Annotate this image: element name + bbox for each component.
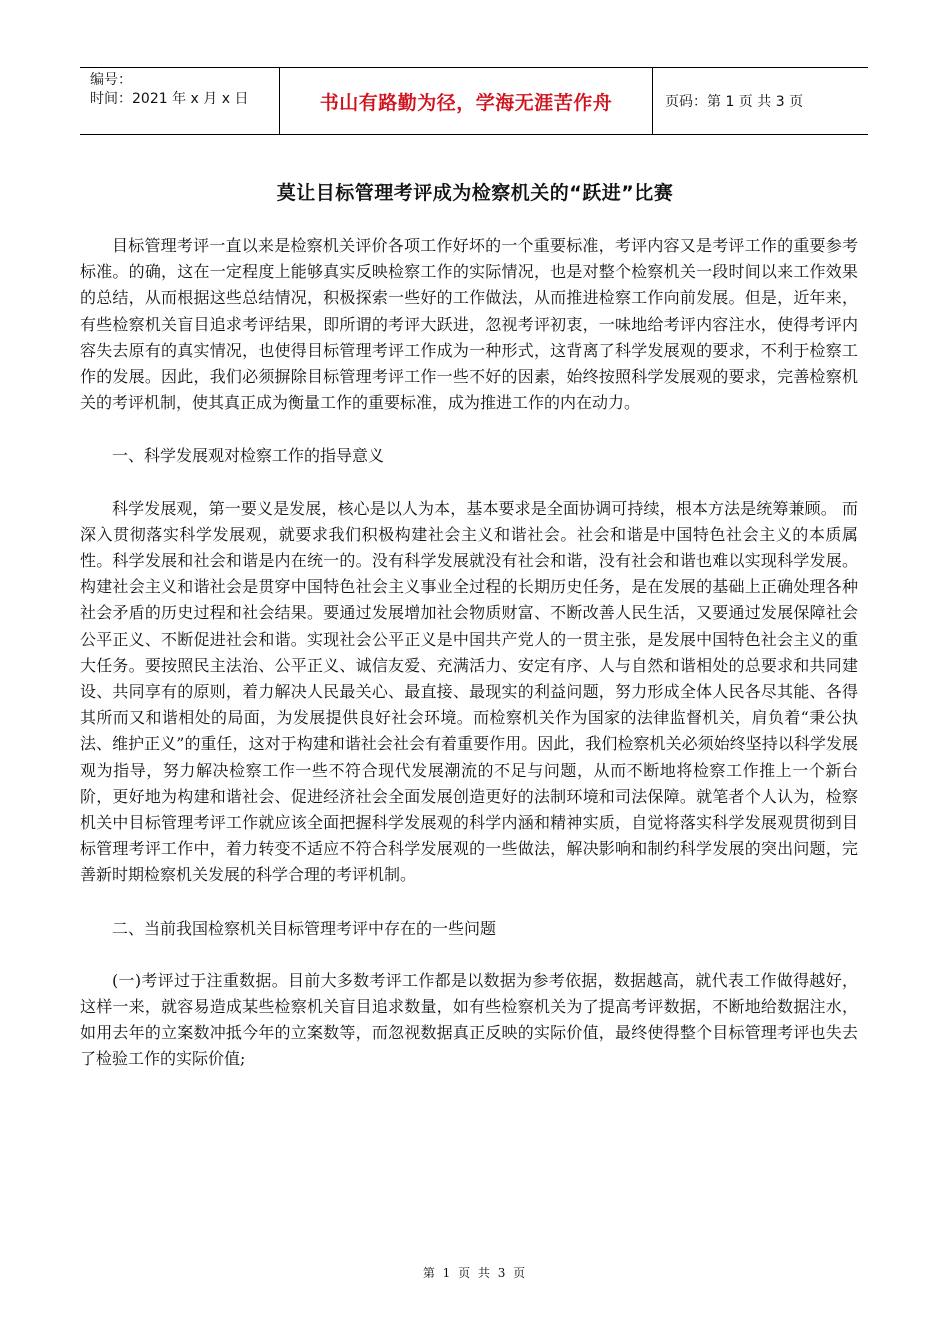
motto-text: 书山有路勤为径，学海无涯苦作舟 <box>319 91 613 114</box>
section-heading-1: 一、科学发展观对检察工作的指导意义 <box>112 446 385 466</box>
document-title: 莫让目标管理考评成为检察机关的“跃进”比赛 <box>276 182 674 204</box>
header-page-cell <box>653 68 868 134</box>
section-heading-2: 二、当前我国检察机关目标管理考评中存在的一些问题 <box>112 918 497 938</box>
paragraph-intro: 目标管理考评一直以来是检察机关评价各项工作好坏的一个重要标准，考评内容又是考评工作的重要参考标准。的确，这在一定程度上能够真实反映检察工作的实际情况，也是对整个检察机关一段时间以来工作效果的总结，从而根据这些总结情况，积极探索一些好的工作做法，从而推进检察工作向前发展。但是，近年来，有些检察机关盲目追求考评结果，即所谓的考评大跃进，忽视考评初衷，一味地给考评内容注水，使得考评内容失去原有的真实情况，也使得目标管理考评工作成为一种形式，这背离了科学发展观的要求，不利于检察工作的发展。因此，我们必须摒除目标管理考评工作一些不好的因素，始终按照科学发展观的要求，完善检察机关的考评机制，使其真正成为衡量工作的重要标准，成为推进工作的内在动力。 <box>80 236 858 413</box>
header-motto-cell <box>280 68 653 134</box>
document-body <box>80 233 858 1100</box>
page-info: 页码：第 1 页 共 3 页 <box>665 94 804 110</box>
paragraph-section-2-item-1: (一)考评过于注重数据。目前大多数考评工作都是以数据为参考依据，数据越高，就代表工作做得越好，这样一来，就容易造成某些检察机关盲目追求数量，如有些检察机关为了提高考评数据，不断地给数据注水，如用去年的立案数冲抵今年的立案数等，而忽视数据真正反映的实际价值，最终使得整个目标管理考评也失去了检验工作的实际价值; <box>80 970 858 1069</box>
header-meta-cell <box>80 68 280 134</box>
time-label: 时间：2021 年 x 月 x 日 <box>90 91 249 107</box>
document-header <box>80 67 868 135</box>
page-footer: 第 1 页 共 3 页 <box>422 1266 528 1280</box>
paragraph-section-1: 科学发展观，第一要义是发展，核心是以人为本，基本要求是全面协调可持续，根本方法是统筹兼顾。 而深入贯彻落实科学发展观，就要求我们积极构建社会主义和谐社会。社会和谐是中国特色社会主义的本质属性。科学发展和社会和谐是内在统一的。没有科学发展就没有社会和谐，没有社会和谐也难以实现科学发展。构建社会主义和谐社会是贯穿中国特色社会主义事业全过程的长期历史任务，是在发展的基础上正确处理各种社会矛盾的历史过程和社会结果。要通过发展增加社会物质财富、不断改善人民生活，又要通过发展保障社会公平正义、不断促进社会和谐。实现社会公平正义是中国共产党人的一贯主张，是发展中国特色社会主义的重大任务。要按照民主法治、公平正义、诚信友爱、充满活力、安定有序、人与自然和谐相处的总要求和共同建设、共同享有的原则，着力解决人民最关心、最直接、最现实的利益问题，努力形成全体人民各尽其能、各得其所而又和谐相处的局面，为发展提供良好社会环境。而检察机关作为国家的法律监督机关，肩负着“秉公执法、维护正义”的重任，这对于构建和谐社会社会有着重要作用。因此，我们检察机关必须始终坚持以科学发展观为指导，努力解决检察工作一些不符合现代发展潮流的不足与问题，从而不断地将检察工作推上一个新台阶，更好地为构建和谐社会、促进经济社会全面发展创造更好的法制环境和司法保障。就笔者个人认为，检察机关中目标管理考评工作就应该全面把握科学发展观的科学内涵和精神实质，自觉将落实科学发展观贯彻到目标管理考评工作中，着力转变不适应不符合科学发展观的一些做法，解决影响和制约科学发展的突出问题，完善新时期检察机关发展的科学合理的考评机制。 <box>80 498 858 885</box>
number-label: 编号： <box>90 72 132 88</box>
